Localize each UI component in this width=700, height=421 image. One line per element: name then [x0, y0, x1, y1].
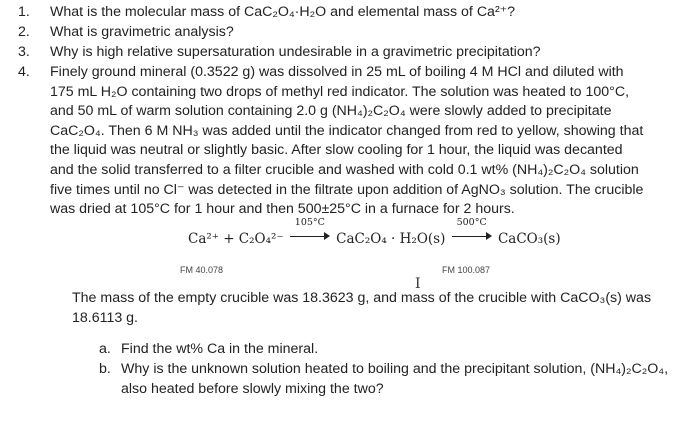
final-product: CaCO₃(s) — [497, 231, 561, 247]
reactants: Ca²⁺ + C₂O₄²⁻ — [188, 231, 284, 247]
formula-mass-label: FM 100.087 — [442, 265, 491, 275]
question-line: and 50 mL of warm solution containing 2.0 g (NH₄)₂C₂O₄ were slowly added to precipitate — [50, 103, 612, 120]
mass-paragraph — [72, 289, 692, 328]
sub-question-line: Why is the unknown solution heated to boiling and the precipitant solution, (NH₄)₂C₂O₄, — [121, 361, 669, 377]
sub-question-number: a. — [99, 341, 111, 357]
formula-mass-label: FM 40.078 — [180, 265, 224, 275]
reaction-equation — [188, 217, 561, 255]
question-line: five times until no Cl⁻ was detected in the filtrate upon addition of AgNO₃ solution. The crucible — [50, 181, 644, 198]
text-cursor-icon: I — [415, 276, 421, 292]
question-line: was dried at 105°C for 1 hour and then 500±25°C in a furnace for 2 hours. — [50, 201, 515, 218]
question-number: 2. — [18, 24, 30, 40]
question-number: 3. — [18, 44, 30, 60]
question-line: 175 mL H₂O containing two drops of methyl red indicator. The solution was heated to 100°C, — [50, 83, 630, 100]
question-line: What is the molecular mass of CaC₂O₄·H₂O and elemental mass of Ca²⁺? — [50, 4, 516, 20]
arrow-condition: 500°C — [456, 217, 487, 228]
paragraph-line: The mass of the empty crucible was 18.3623 g, and mass of the crucible with CaCO₃(s) was — [72, 290, 652, 306]
question-line: What is gravimetric analysis? — [50, 24, 234, 40]
question-line: the liquid was neutral or slightly basic. After slow cooling for 1 hour, the liquid was decanted — [50, 142, 623, 159]
sub-question-line: also heated before slowly mixing the two? — [121, 380, 384, 397]
question-text — [50, 63, 680, 220]
reaction-arrow-icon — [452, 217, 492, 243]
question-text — [50, 3, 680, 23]
sub-question-text — [121, 340, 691, 360]
sub-question-number: b. — [99, 361, 111, 377]
question-number: 4. — [18, 64, 30, 80]
sub-question-text — [121, 360, 691, 399]
question-line: Why is high relative supersaturation undesirable in a gravimetric precipitation? — [50, 44, 541, 60]
question-text — [50, 43, 680, 63]
paragraph-line: 18.6113 g. — [72, 309, 139, 326]
question-text — [50, 23, 680, 43]
question-line: CaC₂O₄. Then 6 M NH₃ was added until the indicator changed from red to yellow, showing that — [50, 122, 644, 139]
question-line: and the solid transferred to a filter crucible and washed with cold 0.1 wt% (NH₄)₂C₂O₄ solution — [50, 161, 639, 178]
question-number: 1. — [18, 4, 30, 20]
sub-question-line: Find the wt% Ca in the mineral. — [121, 341, 319, 357]
reaction-arrow-icon — [290, 217, 330, 243]
question-line: Finely ground mineral (0.3522 g) was dissolved in 25 mL of boiling 4 M HCl and diluted with — [50, 64, 624, 80]
intermediate-product: CaC₂O₄ · H₂O(s) — [336, 231, 446, 247]
arrow-condition: 105°C — [294, 217, 325, 228]
